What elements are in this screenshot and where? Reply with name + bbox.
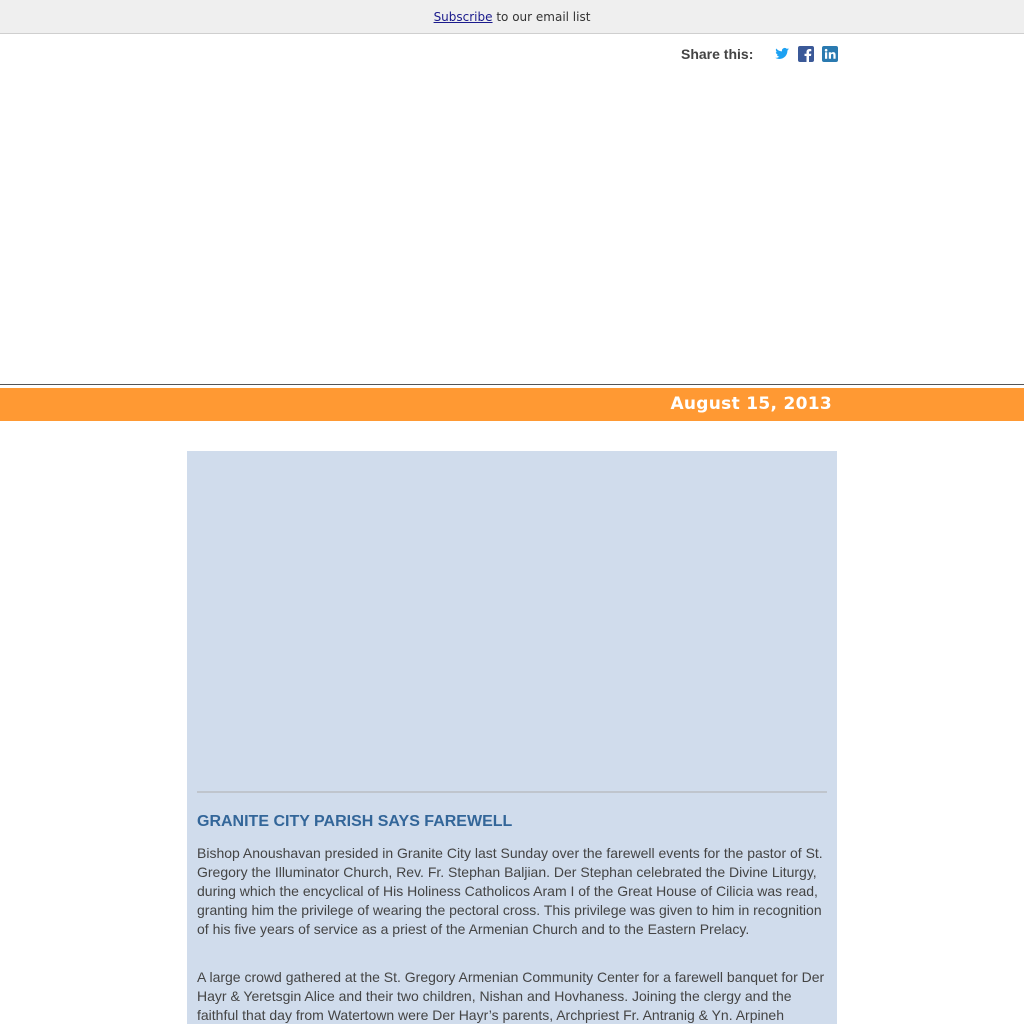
subscribe-suffix: to our email list [492, 10, 591, 24]
share-bar [681, 44, 838, 64]
date-banner [0, 388, 1024, 421]
twitter-icon[interactable] [774, 46, 790, 62]
article-title: GRANITE CITY PARISH SAYS FAREWELL [197, 813, 513, 830]
article-paragraph: Bishop Anoushavan presided in Granite City last Sunday over the farewell events for the pastor of St. Gregory the Illuminator Church, Rev. Fr. Stephan Baljian. Der Stephan celebrated the Divine Liturgy, during which the encyclical of His Holiness Catholicos Aram I of the Great House of Cilicia was read, granting him the privilege of wearing the pectoral cross. This privilege was given to him in recognition of his five years of service as a priest of the Armenian Church and to the Eastern Prelacy. [197, 845, 823, 937]
share-label: Share this: [681, 46, 754, 62]
issue-date: August 15, 2013 [670, 394, 832, 414]
facebook-icon[interactable] [798, 46, 814, 62]
subscribe-bar [0, 0, 1024, 34]
subscribe-link[interactable]: Subscribe [433, 10, 493, 24]
header-divider [0, 384, 1024, 385]
article-divider [197, 791, 827, 793]
article-paragraph: A large crowd gathered at the St. Gregory Armenian Community Center for a farewell banquet for Der Hayr & Yeretsgin Alice and their two children, Nishan and Hovhaness. Joining the clergy and the faithful that day from Watertown were Der Hayr’s parents, Archpriest Fr. Antranig & Yn. Arpineh [197, 969, 825, 1023]
article-card [187, 451, 837, 1024]
linkedin-icon[interactable] [822, 46, 838, 62]
